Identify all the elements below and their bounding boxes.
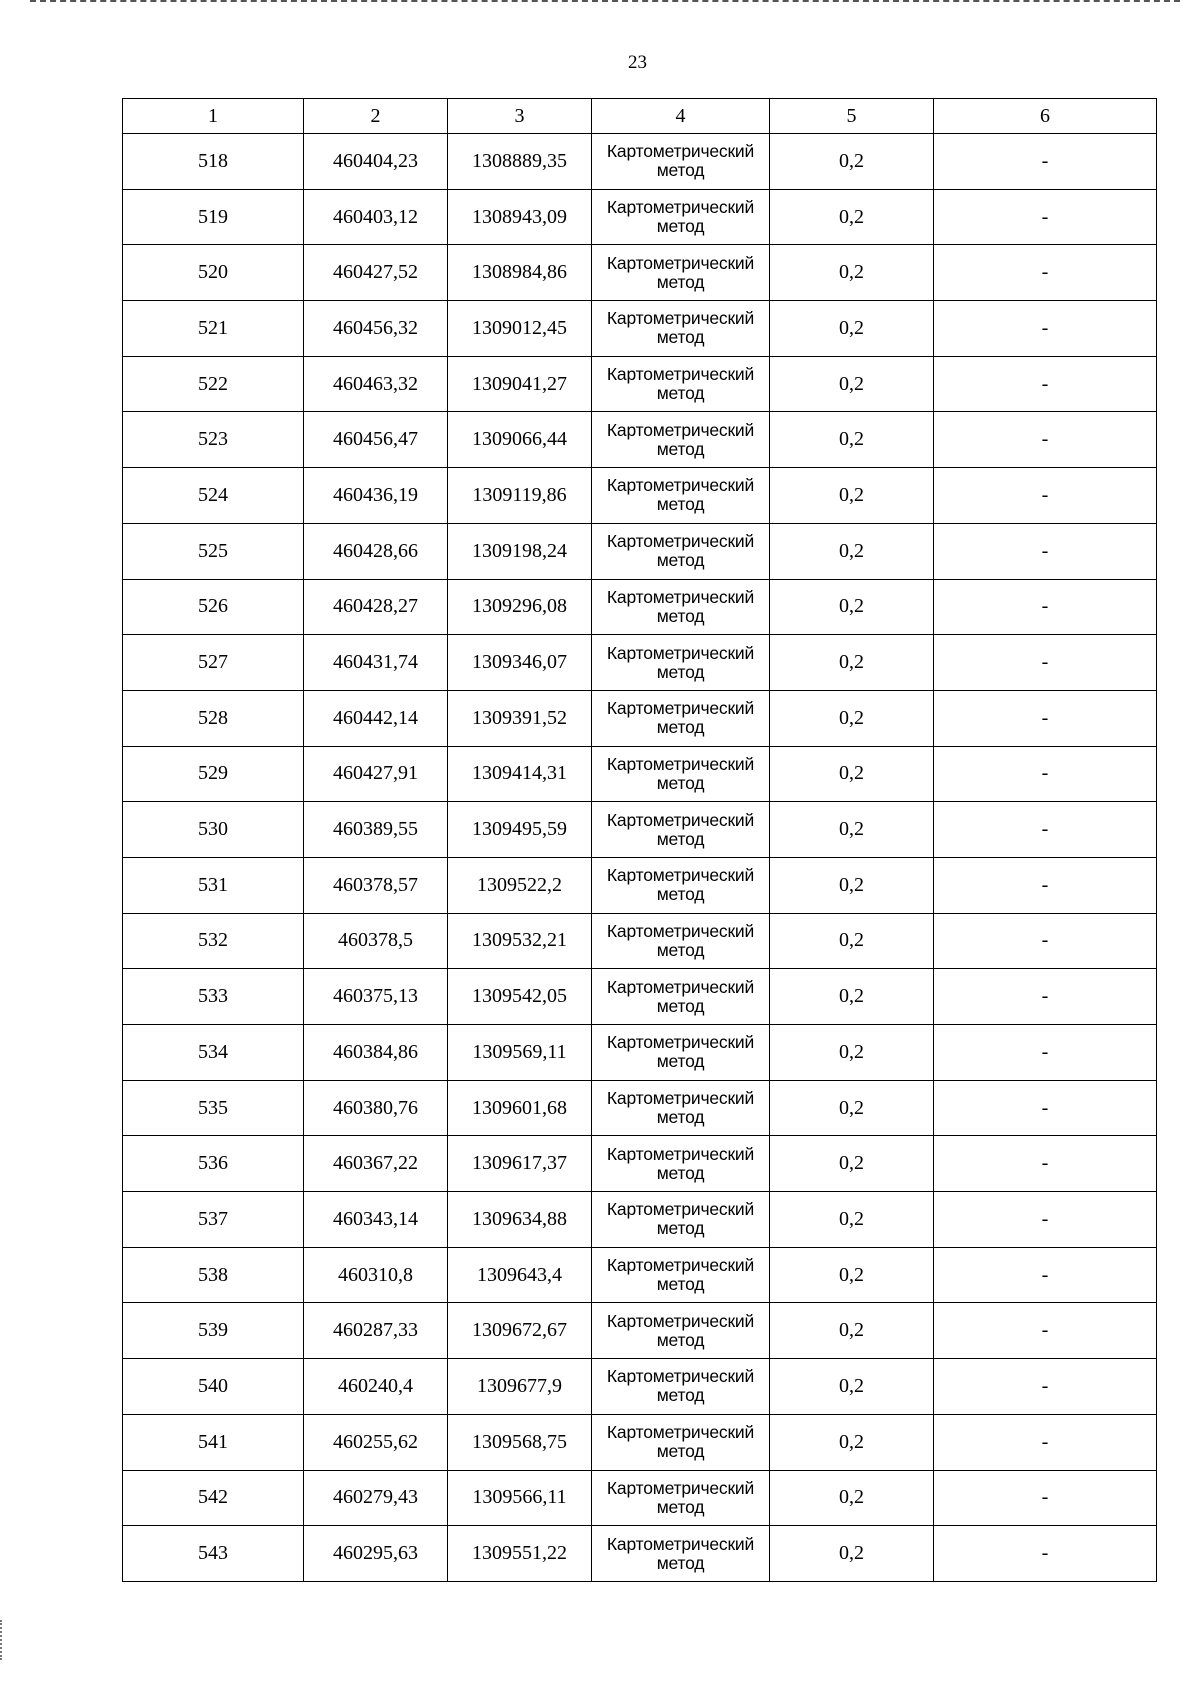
table-row [123,1192,1157,1248]
note-cell: - [934,579,1157,635]
method-line-1: Картометрический [606,419,755,440]
method-cell [592,1526,770,1582]
method-line-2: метод [656,661,705,682]
method-line-2: метод [656,1107,705,1128]
point-number-cell: 519 [123,189,304,245]
scan-artifact-top-edge [30,0,1180,2]
x-coordinate-cell: 460380,76 [304,1080,448,1136]
y-coordinate-cell: 1309522,2 [448,857,592,913]
note-cell: - [934,1025,1157,1081]
note-cell: - [934,1247,1157,1303]
method-line-2: метод [656,216,705,237]
table-row [123,1136,1157,1192]
y-coordinate-cell: 1309198,24 [448,523,592,579]
method-line-2: метод [656,1162,705,1183]
table-row [123,412,1157,468]
method-cell [592,1080,770,1136]
y-coordinate-cell: 1309617,37 [448,1136,592,1192]
method-line-2: метод [656,550,705,571]
y-coordinate-cell: 1309672,67 [448,1303,592,1359]
x-coordinate-cell: 460403,12 [304,189,448,245]
point-number-cell: 525 [123,523,304,579]
x-coordinate-cell: 460431,74 [304,635,448,691]
method-line-1: Картометрический [606,865,755,886]
method-line-1: Картометрический [606,586,755,607]
accuracy-cell: 0,2 [770,746,934,802]
note-cell: - [934,301,1157,357]
x-coordinate-cell: 460456,32 [304,301,448,357]
method-cell [592,1359,770,1415]
point-number-cell: 521 [123,301,304,357]
y-coordinate-cell: 1309066,44 [448,412,592,468]
point-number-cell: 522 [123,356,304,412]
point-number-cell: 540 [123,1359,304,1415]
method-cell [592,1303,770,1359]
column-header-2: 2 [304,99,448,134]
y-coordinate-cell: 1309677,9 [448,1359,592,1415]
point-number-cell: 527 [123,635,304,691]
x-coordinate-cell: 460442,14 [304,690,448,746]
note-cell: - [934,913,1157,969]
method-line-2: метод [656,939,705,960]
point-number-cell: 534 [123,1025,304,1081]
table-row [123,969,1157,1025]
point-number-cell: 526 [123,579,304,635]
method-line-2: метод [656,605,705,626]
x-coordinate-cell: 460456,47 [304,412,448,468]
method-cell [592,913,770,969]
point-number-cell: 532 [123,913,304,969]
note-cell: - [934,1414,1157,1470]
note-cell: - [934,1526,1157,1582]
point-number-cell: 528 [123,690,304,746]
method-cell [592,746,770,802]
method-cell [592,690,770,746]
table-row [123,635,1157,691]
point-number-cell: 520 [123,245,304,301]
point-number-cell: 524 [123,468,304,524]
point-number-cell: 523 [123,412,304,468]
y-coordinate-cell: 1309532,21 [448,913,592,969]
method-line-2: метод [656,1274,705,1295]
note-cell: - [934,802,1157,858]
accuracy-cell: 0,2 [770,635,934,691]
x-coordinate-cell: 460389,55 [304,802,448,858]
table-row [123,1470,1157,1526]
note-cell: - [934,635,1157,691]
column-header-5: 5 [770,99,934,134]
accuracy-cell: 0,2 [770,913,934,969]
table-row [123,690,1157,746]
y-coordinate-cell: 1309566,11 [448,1470,592,1526]
method-line-2: метод [656,1329,705,1350]
point-number-cell: 541 [123,1414,304,1470]
y-coordinate-cell: 1309012,45 [448,301,592,357]
x-coordinate-cell: 460310,8 [304,1247,448,1303]
x-coordinate-cell: 460378,5 [304,913,448,969]
method-line-2: метод [656,884,705,905]
x-coordinate-cell: 460375,13 [304,969,448,1025]
method-line-1: Картометрический [606,753,755,774]
table-row [123,468,1157,524]
method-cell [592,1470,770,1526]
table-row [123,356,1157,412]
point-number-cell: 537 [123,1192,304,1248]
method-cell [592,1025,770,1081]
x-coordinate-cell: 460343,14 [304,1192,448,1248]
method-line-2: метод [656,383,705,404]
table-row [123,802,1157,858]
method-line-1: Картометрический [606,531,755,552]
accuracy-cell: 0,2 [770,969,934,1025]
method-line-1: Картометрический [606,1477,755,1498]
accuracy-cell: 0,2 [770,189,934,245]
method-line-2: метод [656,160,705,181]
table-row [123,134,1157,190]
accuracy-cell: 0,2 [770,468,934,524]
x-coordinate-cell: 460279,43 [304,1470,448,1526]
method-line-1: Картометрический [606,920,755,941]
method-line-2: метод [656,1218,705,1239]
column-header-1: 1 [123,99,304,134]
y-coordinate-cell: 1309568,75 [448,1414,592,1470]
y-coordinate-cell: 1309551,22 [448,1526,592,1582]
method-line-1: Картометрический [606,1143,755,1164]
method-line-2: метод [656,438,705,459]
column-header-4: 4 [592,99,770,134]
accuracy-cell: 0,2 [770,1192,934,1248]
accuracy-cell: 0,2 [770,1080,934,1136]
y-coordinate-cell: 1309296,08 [448,579,592,635]
coordinates-table [122,98,1157,1582]
table-row [123,189,1157,245]
accuracy-cell: 0,2 [770,1025,934,1081]
method-line-1: Картометрический [606,809,755,830]
x-coordinate-cell: 460427,52 [304,245,448,301]
method-cell [592,468,770,524]
method-line-1: Картометрический [606,1366,755,1387]
accuracy-cell: 0,2 [770,412,934,468]
note-cell: - [934,523,1157,579]
x-coordinate-cell: 460287,33 [304,1303,448,1359]
method-line-2: метод [656,717,705,738]
method-cell [592,189,770,245]
method-cell [592,969,770,1025]
table-row [123,301,1157,357]
method-line-1: Картометрический [606,308,755,329]
table-body [123,134,1157,1582]
note-cell: - [934,1359,1157,1415]
y-coordinate-cell: 1308889,35 [448,134,592,190]
method-cell [592,1136,770,1192]
x-coordinate-cell: 460367,22 [304,1136,448,1192]
x-coordinate-cell: 460427,91 [304,746,448,802]
point-number-cell: 531 [123,857,304,913]
y-coordinate-cell: 1309643,4 [448,1247,592,1303]
method-cell [592,412,770,468]
column-header-6: 6 [934,99,1157,134]
y-coordinate-cell: 1309569,11 [448,1025,592,1081]
note-cell: - [934,1470,1157,1526]
method-cell [592,635,770,691]
note-cell: - [934,189,1157,245]
method-line-2: метод [656,1496,705,1517]
accuracy-cell: 0,2 [770,579,934,635]
header-row [123,99,1157,134]
accuracy-cell: 0,2 [770,245,934,301]
method-line-1: Картометрический [606,364,755,385]
method-cell [592,857,770,913]
accuracy-cell: 0,2 [770,523,934,579]
method-cell [592,802,770,858]
point-number-cell: 543 [123,1526,304,1582]
method-line-1: Картометрический [606,1088,755,1109]
y-coordinate-cell: 1309634,88 [448,1192,592,1248]
x-coordinate-cell: 460463,32 [304,356,448,412]
point-number-cell: 538 [123,1247,304,1303]
column-header-3: 3 [448,99,592,134]
x-coordinate-cell: 460378,57 [304,857,448,913]
method-line-2: метод [656,1441,705,1462]
method-line-1: Картометрический [606,475,755,496]
method-line-2: метод [656,772,705,793]
y-coordinate-cell: 1308984,86 [448,245,592,301]
scan-artifact-left-mark [0,1620,6,1660]
method-cell [592,301,770,357]
note-cell: - [934,468,1157,524]
method-line-1: Картометрический [606,1032,755,1053]
point-number-cell: 533 [123,969,304,1025]
method-line-2: метод [656,1552,705,1573]
accuracy-cell: 0,2 [770,1136,934,1192]
y-coordinate-cell: 1309391,52 [448,690,592,746]
method-line-1: Картометрический [606,197,755,218]
x-coordinate-cell: 460384,86 [304,1025,448,1081]
method-line-2: метод [656,494,705,515]
note-cell: - [934,1136,1157,1192]
method-line-1: Картометрический [606,141,755,162]
note-cell: - [934,412,1157,468]
accuracy-cell: 0,2 [770,1359,934,1415]
point-number-cell: 530 [123,802,304,858]
x-coordinate-cell: 460428,27 [304,579,448,635]
method-cell [592,1247,770,1303]
note-cell: - [934,1303,1157,1359]
note-cell: - [934,1192,1157,1248]
method-line-1: Картометрический [606,252,755,273]
method-cell [592,134,770,190]
table-row [123,1080,1157,1136]
method-cell [592,356,770,412]
accuracy-cell: 0,2 [770,1470,934,1526]
table-row [123,1025,1157,1081]
method-line-1: Картометрический [606,1310,755,1331]
accuracy-cell: 0,2 [770,1247,934,1303]
method-cell [592,579,770,635]
table-row [123,857,1157,913]
accuracy-cell: 0,2 [770,1526,934,1582]
table-header [123,99,1157,134]
y-coordinate-cell: 1309414,31 [448,746,592,802]
method-cell [592,523,770,579]
page-number: 23 [628,52,647,73]
note-cell: - [934,1080,1157,1136]
point-number-cell: 536 [123,1136,304,1192]
point-number-cell: 535 [123,1080,304,1136]
y-coordinate-cell: 1309542,05 [448,969,592,1025]
note-cell: - [934,969,1157,1025]
accuracy-cell: 0,2 [770,134,934,190]
y-coordinate-cell: 1309601,68 [448,1080,592,1136]
table-row [123,746,1157,802]
method-cell [592,1414,770,1470]
table-row [123,1247,1157,1303]
table-row [123,1526,1157,1582]
y-coordinate-cell: 1309346,07 [448,635,592,691]
method-cell [592,245,770,301]
table-row [123,245,1157,301]
method-line-2: метод [656,995,705,1016]
x-coordinate-cell: 460295,63 [304,1526,448,1582]
method-line-1: Картометрический [606,1533,755,1554]
accuracy-cell: 0,2 [770,857,934,913]
method-line-1: Картометрический [606,976,755,997]
table-row [123,579,1157,635]
x-coordinate-cell: 460240,4 [304,1359,448,1415]
method-line-2: метод [656,327,705,348]
note-cell: - [934,134,1157,190]
method-line-1: Картометрический [606,1199,755,1220]
y-coordinate-cell: 1309495,59 [448,802,592,858]
note-cell: - [934,356,1157,412]
point-number-cell: 518 [123,134,304,190]
accuracy-cell: 0,2 [770,356,934,412]
method-line-2: метод [656,271,705,292]
note-cell: - [934,857,1157,913]
method-line-1: Картометрический [606,1255,755,1276]
point-number-cell: 542 [123,1470,304,1526]
method-line-2: метод [656,828,705,849]
accuracy-cell: 0,2 [770,802,934,858]
table-row [123,1359,1157,1415]
note-cell: - [934,245,1157,301]
y-coordinate-cell: 1309041,27 [448,356,592,412]
note-cell: - [934,690,1157,746]
table-row [123,1414,1157,1470]
accuracy-cell: 0,2 [770,1414,934,1470]
table-row [123,1303,1157,1359]
accuracy-cell: 0,2 [770,690,934,746]
method-cell [592,1192,770,1248]
y-coordinate-cell: 1308943,09 [448,189,592,245]
point-number-cell: 539 [123,1303,304,1359]
table-row [123,913,1157,969]
method-line-1: Картометрический [606,698,755,719]
x-coordinate-cell: 460436,19 [304,468,448,524]
table-row [123,523,1157,579]
point-number-cell: 529 [123,746,304,802]
y-coordinate-cell: 1309119,86 [448,468,592,524]
accuracy-cell: 0,2 [770,1303,934,1359]
method-line-1: Картометрический [606,1422,755,1443]
method-line-1: Картометрический [606,642,755,663]
note-cell: - [934,746,1157,802]
x-coordinate-cell: 460404,23 [304,134,448,190]
method-line-2: метод [656,1385,705,1406]
method-line-2: метод [656,1051,705,1072]
accuracy-cell: 0,2 [770,301,934,357]
x-coordinate-cell: 460428,66 [304,523,448,579]
x-coordinate-cell: 460255,62 [304,1414,448,1470]
